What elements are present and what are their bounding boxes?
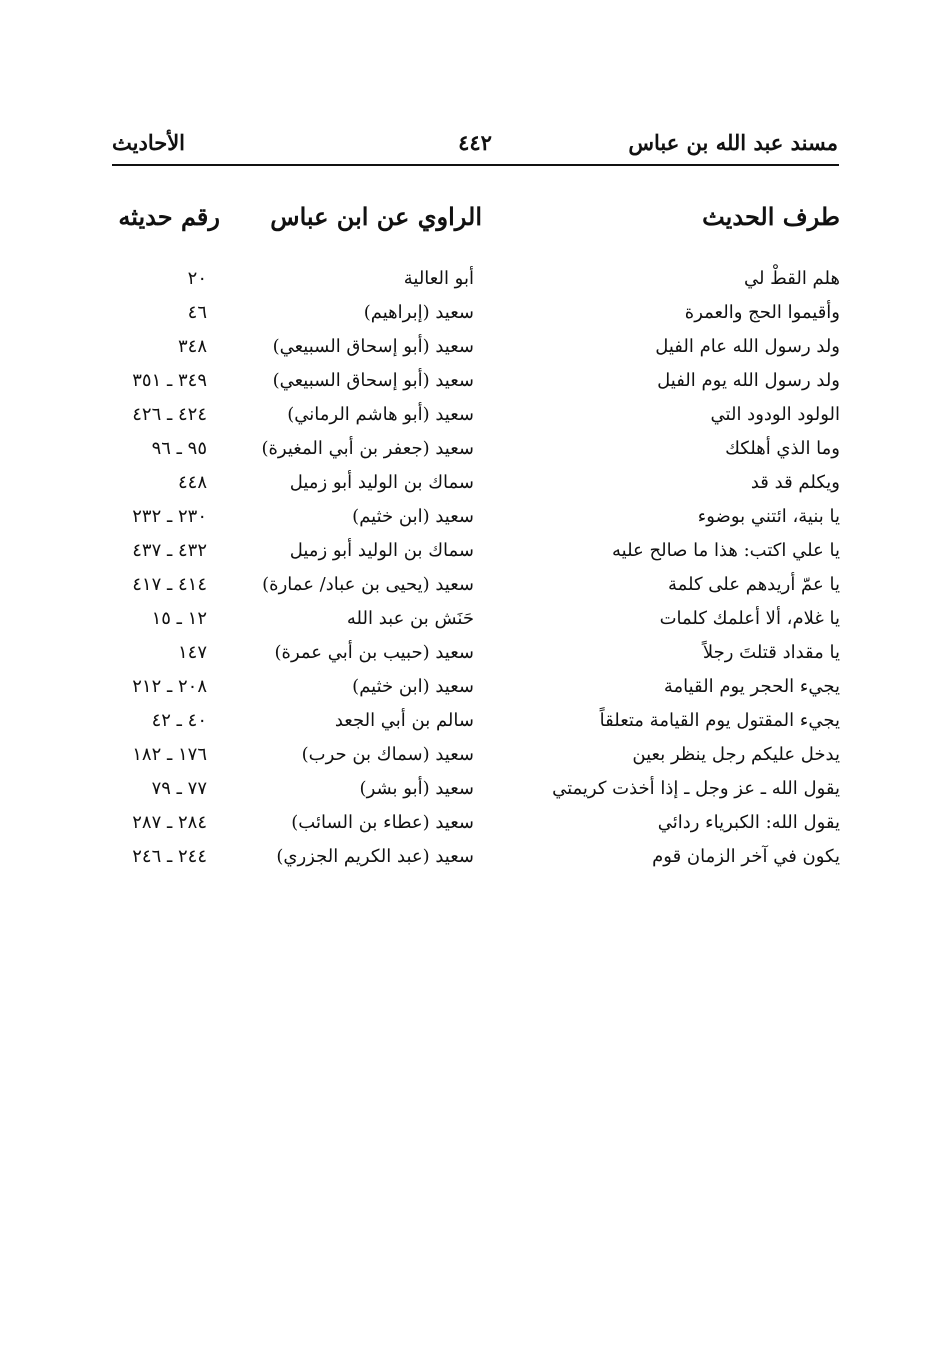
hadith-opening: الولود الودود التي (710, 404, 840, 425)
hadith-number: ٤١٤ ـ ٤١٧ (132, 574, 207, 595)
narrator: سعيد (عطاء بن السائب) (291, 812, 474, 833)
narrator: أبو العالية (403, 268, 474, 289)
hadith-number: ٤٤٨ (177, 472, 207, 493)
table-row (0, 400, 940, 434)
table-row (0, 842, 940, 876)
hadith-opening: وما الذي أهلكك (725, 438, 840, 459)
narrator: سعيد (سماك بن حرب) (301, 744, 474, 765)
narrator: سعيد (حبيب بن أبي عمرة) (274, 642, 474, 663)
hadith-number: ٤٣٢ ـ ٤٣٧ (132, 540, 207, 561)
narrator: حَنَش بن عبد الله (346, 608, 474, 629)
hadith-opening: يجيء المقتول يوم القيامة متعلقاً (599, 710, 840, 731)
narrator: سماك بن الوليد أبو زميل (289, 472, 474, 493)
hadith-opening: هلم القطْ لي (743, 268, 840, 289)
table-row (0, 332, 940, 366)
table-row (0, 638, 940, 672)
hadith-opening: يجيء الحجر يوم القيامة (663, 676, 840, 697)
narrator: سعيد (إبراهيم) (363, 302, 474, 323)
hadith-opening: ولد رسول الله يوم الفيل (657, 370, 840, 391)
table-row (0, 706, 940, 740)
narrator: سعيد (أبو بشر) (359, 778, 474, 799)
hadith-number: ٣٤٨ (177, 336, 207, 357)
narrator: سعيد (عبد الكريم الجزري) (276, 846, 474, 867)
hadith-opening: يا بنية، ائتني بوضوء (697, 506, 840, 527)
hadith-number: ١٢ ـ ١٥ (151, 608, 207, 629)
narrator: سعيد (جعفر بن أبي المغيرة) (261, 438, 474, 459)
hadith-number: ٩٥ ـ ٩٦ (151, 438, 207, 459)
hadith-number: ٢٠ (187, 268, 207, 289)
table-row (0, 468, 940, 502)
hadith-number: ٢٣٠ ـ ٢٣٢ (132, 506, 207, 527)
hadith-opening: ولد رسول الله عام الفيل (655, 336, 840, 357)
page-number: ٤٤٢ (458, 130, 492, 155)
table-row (0, 808, 940, 842)
hadith-number: ٧٧ ـ ٧٩ (151, 778, 207, 799)
table-row (0, 570, 940, 604)
hadith-opening: يقول الله: الكبرياء ردائي (657, 812, 840, 833)
narrator: سعيد (ابن خثيم) (352, 676, 474, 697)
hadith-number: ١٧٦ ـ ١٨٢ (132, 744, 207, 765)
table-row (0, 366, 940, 400)
section-title: الأحاديث (112, 130, 186, 155)
column-header-hadith: طرف الحديث (702, 202, 840, 231)
hadith-number: ٤٠ ـ ٤٢ (151, 710, 207, 731)
hadith-opening: ويكلم قد قد (750, 472, 840, 493)
hadith-number: ٢٠٨ ـ ٢١٢ (132, 676, 207, 697)
table-row (0, 672, 940, 706)
narrator: سعيد (أبو إسحاق السبيعي) (272, 370, 474, 391)
table-row (0, 502, 940, 536)
hadith-number: ٤٢٤ ـ ٤٢٦ (132, 404, 207, 425)
narrator: سماك بن الوليد أبو زميل (289, 540, 474, 561)
table-row (0, 434, 940, 468)
hadith-number: ٤٦ (187, 302, 207, 323)
table-row (0, 774, 940, 808)
hadith-opening: يا مقداد قتلتَ رجلاً (702, 642, 840, 663)
hadith-opening: وأقيموا الحج والعمرة (684, 302, 840, 323)
hadith-number: ٢٤٤ ـ ٢٤٦ (132, 846, 207, 867)
hadith-opening: يدخل عليكم رجل ينظر بعين (632, 744, 840, 765)
table-row (0, 604, 940, 638)
table-row (0, 264, 940, 298)
hadith-number: ١٤٧ (177, 642, 207, 663)
narrator: سعيد (يحيى بن عباد/ عمارة) (262, 574, 474, 595)
narrator: سعيد (ابن خثيم) (352, 506, 474, 527)
hadith-opening: يا عمّ أريدهم على كلمة (667, 574, 840, 595)
narrator: سعيد (أبو هاشم الرماني) (287, 404, 474, 425)
table-row (0, 298, 940, 332)
hadith-number: ٢٨٤ ـ ٢٨٧ (132, 812, 207, 833)
hadith-opening: يكون في آخر الزمان قوم (652, 846, 840, 867)
hadith-opening: يا علي اكتب: هذا ما صالح عليه (612, 540, 840, 561)
narrator: سعيد (أبو إسحاق السبيعي) (272, 336, 474, 357)
running-header (112, 130, 838, 166)
header-rule (112, 164, 839, 166)
table-row (0, 536, 940, 570)
table-row (0, 740, 940, 774)
hadith-number: ٣٤٩ ـ ٣٥١ (132, 370, 207, 391)
hadith-opening: يا غلام، ألا أعلمك كلمات (659, 608, 840, 629)
book-title: مسند عبد الله بن عباس (628, 130, 838, 155)
column-header-narrator: الراوي عن ابن عباس (270, 202, 482, 231)
hadith-opening: يقول الله ـ عز وجل ـ إذا أخذت كريمتي (552, 778, 840, 799)
column-header-number: رقم حديثه (118, 202, 220, 231)
narrator: سالم بن أبي الجعد (334, 710, 474, 731)
